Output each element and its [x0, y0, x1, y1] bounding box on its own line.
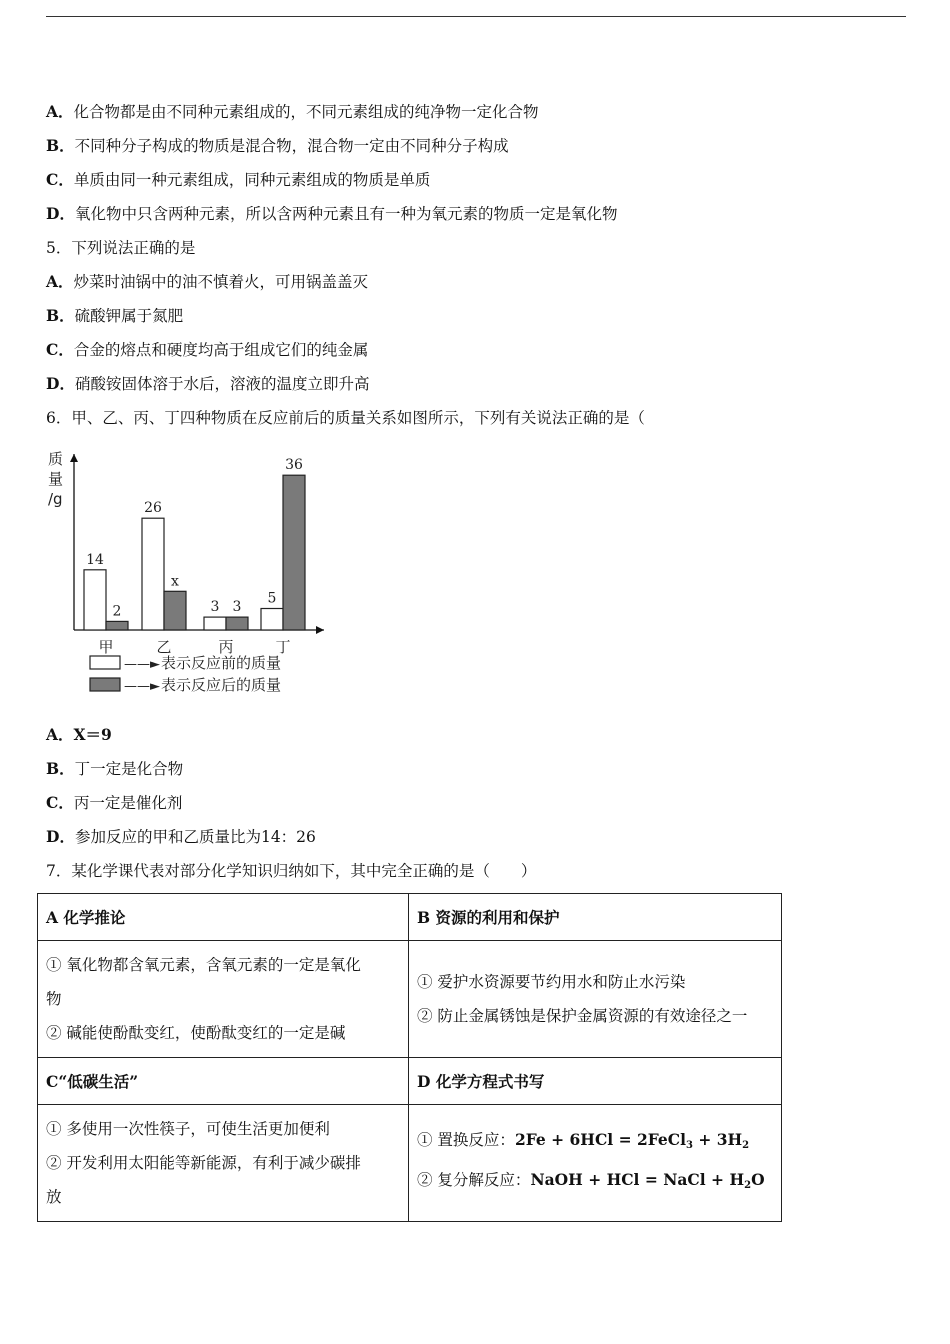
- cell-d-line-2: ② 复分解反应：NaOH + HCl = NaCl + $H_2O$: [417, 1170, 765, 1191]
- cell-a-line: 物: [46, 990, 62, 1008]
- bar-value-label: x: [171, 573, 179, 590]
- q6-option-c: C．丙一定是催化剂: [46, 793, 183, 812]
- q6-stem: 6．甲、乙、丙、丁四种物质在反应前后的质量关系如图所示，下列有关说法正确的是（: [46, 409, 645, 427]
- bar-value-label: 14: [86, 551, 104, 568]
- legend-arrow: ——►: [124, 679, 160, 694]
- bar-value-label: 5: [267, 590, 277, 607]
- cell-b-title: B 资源的利用和保护: [409, 894, 782, 941]
- cell-a-body: [38, 941, 409, 1058]
- x-tick-label: 乙: [156, 638, 172, 656]
- q4-option-a: A．化合物都是由不同种元素组成的，不同元素组成的纯净物一定化合物: [46, 102, 539, 121]
- cell-c-line: 放: [46, 1188, 62, 1206]
- legend-arrow: ——►: [124, 657, 160, 672]
- cell-a-line: ① 氧化物都含氧元素，含氧元素的一定是氧化: [46, 956, 361, 974]
- q7-stem: 7．某化学课代表对部分化学知识归纳如下，其中完全正确的是（ ）: [46, 862, 537, 880]
- cell-b-line: ① 爱护水资源要节约用水和防止水污染: [417, 973, 686, 991]
- q7-table: [37, 893, 782, 1222]
- legend-swatch: [90, 656, 120, 669]
- bar-before: [84, 570, 106, 630]
- x-tick-label: 丁: [275, 638, 291, 656]
- bar-after: [106, 621, 128, 630]
- legend-swatch: [90, 678, 120, 691]
- header-rule: [46, 16, 906, 17]
- q4-option-b: B．不同种分子构成的物质是混合物，混合物一定由不同种分子构成: [46, 136, 509, 155]
- cell-b-line: ② 防止金属锈蚀是保护金属资源的有效途径之一: [417, 1007, 748, 1025]
- y-axis-arrow: [70, 454, 78, 462]
- cell-c-line: ① 多使用一次性筷子，可使生活更加便利: [46, 1120, 330, 1138]
- bar-value-label: 36: [285, 457, 303, 474]
- q5-option-a: A．炒菜时油锅中的油不慎着火，可用锅盖盖灭: [46, 272, 369, 291]
- q6-option-b: B．丁一定是化合物: [46, 759, 184, 778]
- bar-before: [261, 609, 283, 631]
- bar-after: [226, 617, 248, 630]
- bar-value-label: 2: [112, 603, 122, 620]
- legend-label: 表示反应前的质量: [161, 654, 282, 672]
- bar-value-label: 3: [210, 599, 220, 616]
- cell-d-body: [409, 1105, 782, 1222]
- q4-option-d: D．氧化物中只含两种元素，所以含两种元素且有一种为氧元素的物质一定是氧化物: [46, 204, 618, 223]
- cell-c-body: [38, 1105, 409, 1222]
- q5-option-b: B．硫酸钾属于氮肥: [46, 306, 184, 325]
- bar-after: [283, 475, 305, 630]
- x-tick-label: 丙: [218, 638, 234, 656]
- legend-label: 表示反应后的质量: [161, 676, 282, 694]
- q6-option-d: D．参加反应的甲和乙质量比为14：26: [46, 827, 316, 846]
- x-tick-label: 甲: [98, 638, 114, 656]
- cell-a-line: ② 碱能使酚酞变红，使酚酞变红的一定是碱: [46, 1024, 346, 1042]
- cell-a-title: A 化学推论: [38, 894, 409, 941]
- cell-b-body: [409, 941, 782, 1058]
- x-axis-arrow: [316, 626, 324, 634]
- cell-d-title: D 化学方程式书写: [409, 1058, 782, 1105]
- cell-c-line: ② 开发利用太阳能等新能源，有利于减少碳排: [46, 1154, 361, 1172]
- cell-d-line-1: ① 置换反应：2Fe + 6HCl = 2FeCl$_3$ + $3H_2$: [417, 1130, 750, 1151]
- y-axis-label: 量: [48, 470, 64, 488]
- q5-option-c: C．合金的熔点和硬度均高于组成它们的纯金属: [46, 340, 369, 359]
- y-axis-label: /g: [48, 490, 63, 508]
- mass-bar-chart: [44, 440, 344, 712]
- cell-c-title: C“低碳生活”: [38, 1058, 409, 1105]
- bar-before: [142, 518, 164, 630]
- q6-option-a: A．X＝9: [46, 725, 112, 744]
- q5-option-d: D．硝酸铵固体溶于水后，溶液的温度立即升高: [46, 374, 370, 393]
- bar-after: [164, 591, 186, 630]
- bar-value-label: 26: [144, 500, 162, 517]
- bar-value-label: 3: [232, 599, 242, 616]
- bar-before: [204, 617, 226, 630]
- q5-stem: 5．下列说法正确的是: [46, 239, 196, 257]
- q4-option-c: C．单质由同一种元素组成，同种元素组成的物质是单质: [46, 170, 431, 189]
- y-axis-label: 质: [48, 450, 64, 468]
